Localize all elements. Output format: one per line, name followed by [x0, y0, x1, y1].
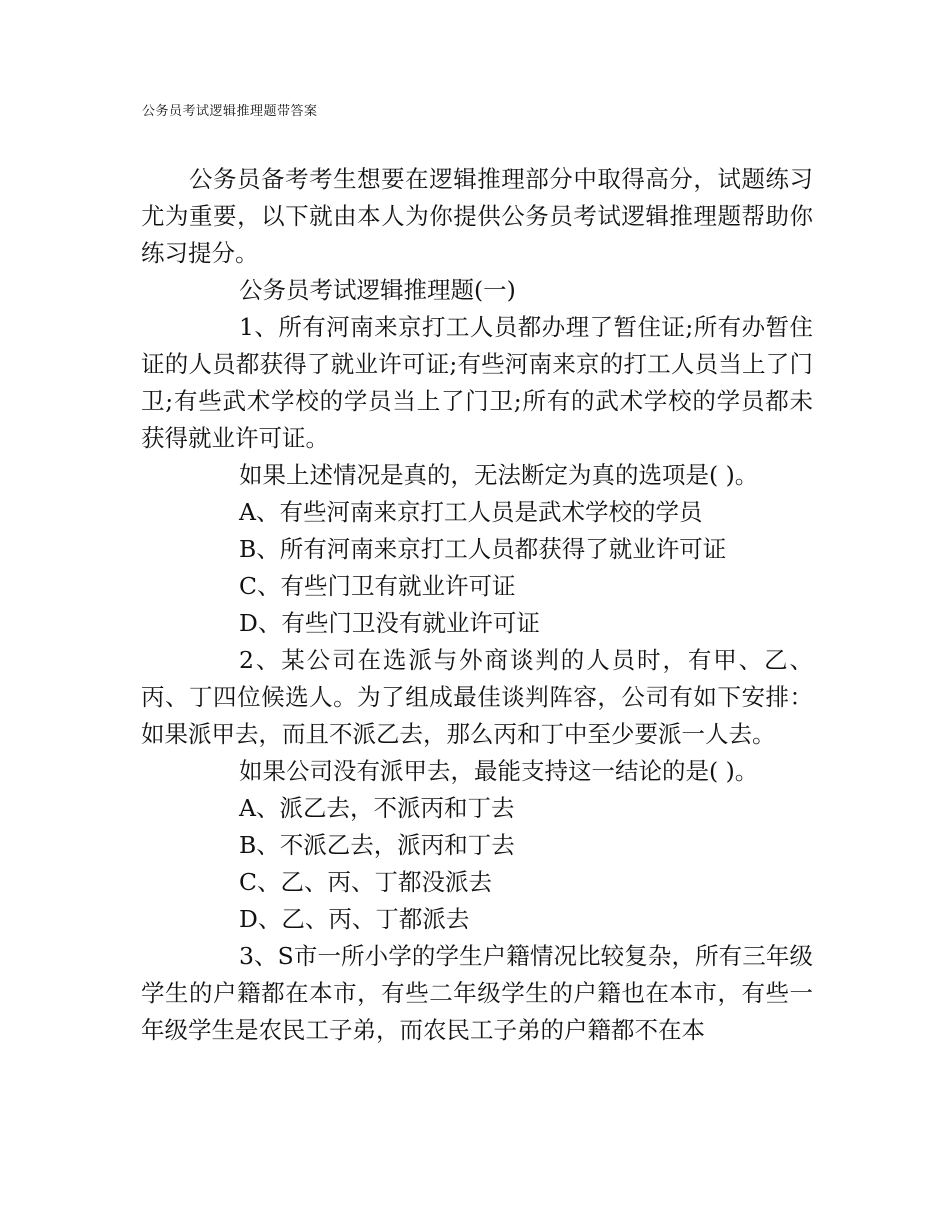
question-1-option-c: C、有些门卫有就业许可证 [239, 572, 516, 600]
page-header: 公务员考试逻辑推理题带答案 [142, 104, 318, 119]
intro-paragraph: 公务员备考考生想要在逻辑推理部分中取得高分，试题练习尤为重要，以下就由本人为你提供公务员考试逻辑推理题帮助你练习提分。 [141, 165, 813, 267]
question-2-option-a: A、派乙去，不派丙和丁去 [239, 794, 515, 822]
question-2-option-c: C、乙、丙、丁都没派去 [239, 868, 492, 896]
question-2-option-d: D、乙、丙、丁都派去 [239, 905, 470, 933]
question-1-option-b: B、所有河南来京打工人员都获得了就业许可证 [239, 535, 727, 563]
question-1-prompt: 如果上述情况是真的，无法断定为真的选项是( )。 [239, 461, 759, 489]
question-1-stem: 1、所有河南来京打工人员都办理了暂住证;所有办暂住证的人员都获得了就业许可证;有些河南来京的打工人员当上了门卫;有些武术学校的学员当上了门卫;所有的武术学校的学员都未获得就业许可证。 [141, 313, 813, 452]
document-body [141, 161, 813, 1049]
question-1-option-d: D、有些门卫没有就业许可证 [239, 609, 540, 637]
question-2-option-b: B、不派乙去，派丙和丁去 [239, 831, 515, 859]
question-2-stem: 2、某公司在选派与外商谈判的人员时，有甲、乙、丙、丁四位候选人。为了组成最佳谈判阵容，公司有如下安排：如果派甲去，而且不派乙去，那么丙和丁中至少要派一人去。 [141, 646, 813, 748]
question-3-stem: 3、S市一所小学的学生户籍情况比较复杂，所有三年级学生的户籍都在本市，有些二年级学生的户籍也在本市，有些一年级学生是农民工子弟，而农民工子弟的户籍都不在本 [141, 942, 813, 1044]
question-1-option-a: A、有些河南来京打工人员是武术学校的学员 [239, 498, 703, 526]
section-heading: 公务员考试逻辑推理题(一) [239, 276, 516, 304]
question-2-prompt: 如果公司没有派甲去，最能支持这一结论的是( )。 [239, 757, 759, 785]
